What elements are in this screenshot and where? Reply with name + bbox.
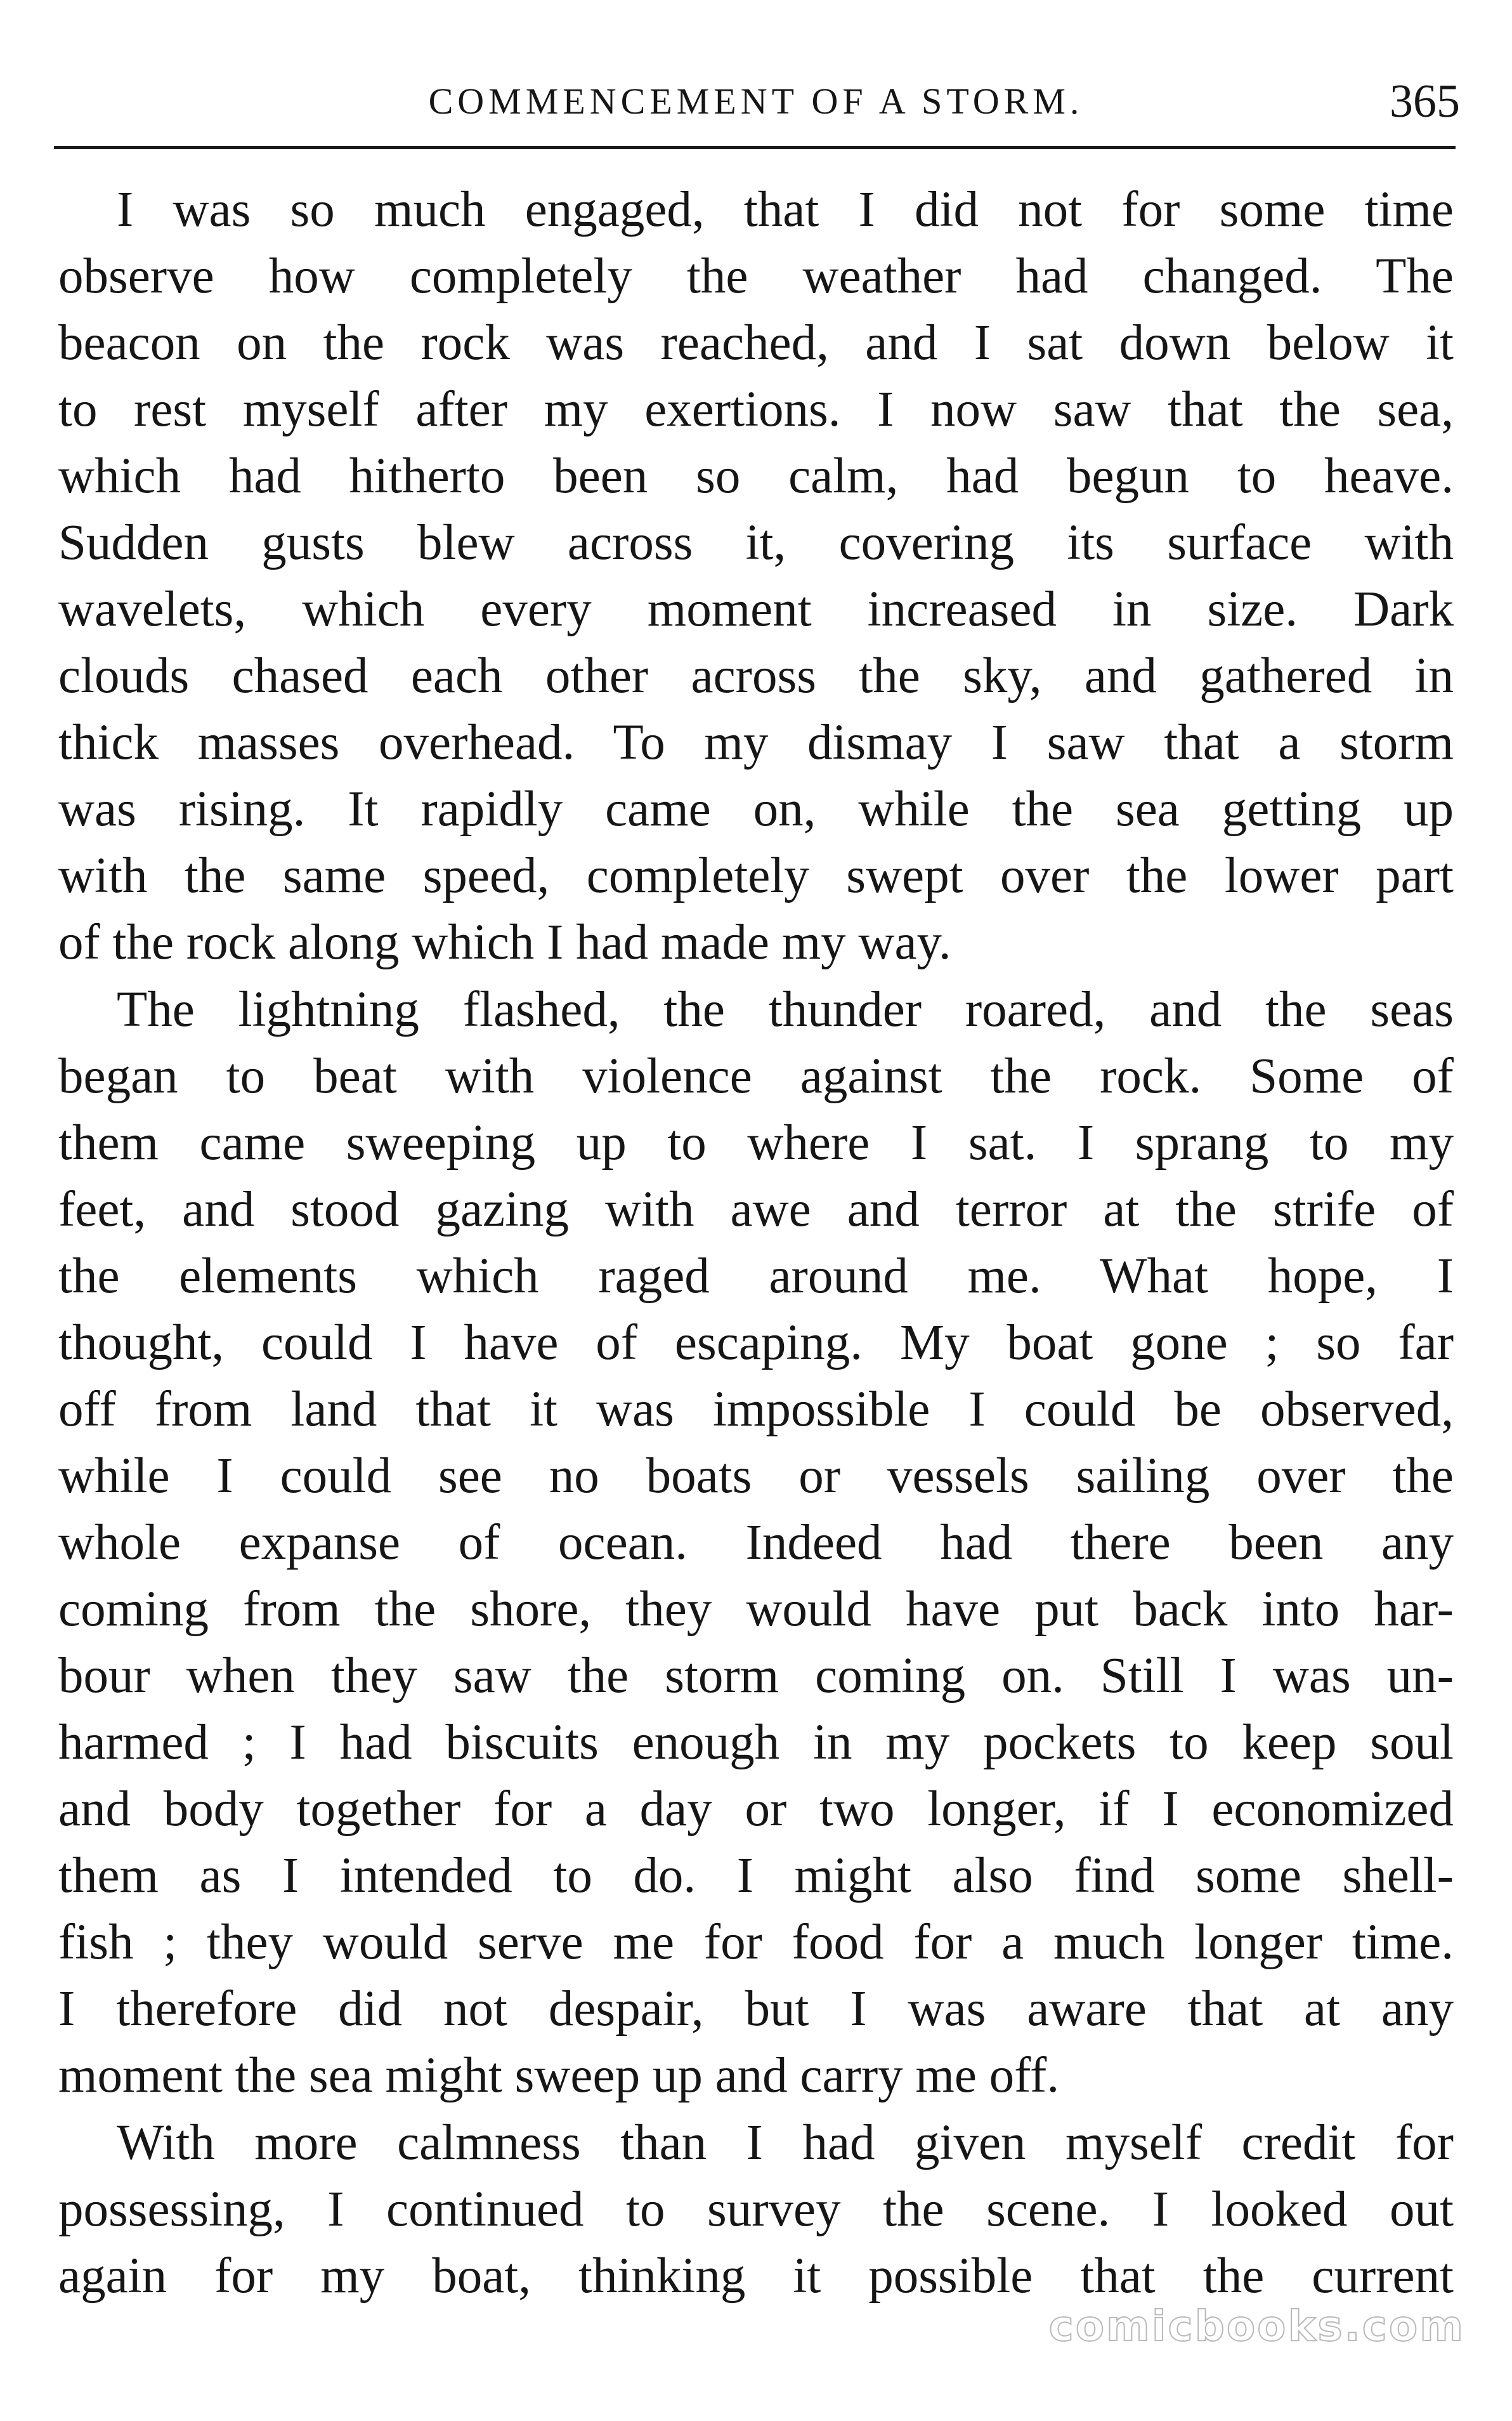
text-line: thick masses overhead. To my dismay I saw that a storm [58, 715, 1454, 770]
text-line: clouds chased each other across the sky, and gathered in [58, 648, 1454, 704]
running-title: COMMENCEMENT OF A STORM. [428, 81, 1084, 122]
page-number: 365 [1390, 75, 1460, 128]
text-line: moment the sea might sweep up and carry me off. [58, 2048, 1060, 2103]
text-line: off from land that it was impossible I could be observed, [58, 1382, 1454, 1437]
text-line: bour when they saw the storm coming on. Still I was un- [58, 1648, 1454, 1703]
text-line: to rest myself after my exertions. I now saw that the sea, [58, 382, 1454, 437]
text-line: with the same speed, completely swept over the lower part [58, 848, 1454, 903]
text-line: was rising. It rapidly came on, while the sea getting up [58, 782, 1454, 837]
watermark: comicbooks.com [1048, 2302, 1465, 2351]
body-text [58, 176, 1454, 2309]
header-rule [54, 146, 1456, 149]
text-line: began to beat with violence against the rock. Some of [58, 1049, 1454, 1104]
text-line: feet, and stood gazing with awe and terror at the strife of [58, 1182, 1454, 1237]
text-line: them as I intended to do. I might also find some shell- [58, 1848, 1454, 1903]
text-line: fish ; they would serve me for food for a much longer time. [58, 1915, 1454, 1970]
paragraph-1 [58, 176, 1454, 976]
text-line: I was so much engaged, that I did not for some time [117, 182, 1454, 237]
text-line: harmed ; I had biscuits enough in my pockets to keep soul [58, 1715, 1454, 1770]
text-line: again for my boat, thinking it possible that the current [58, 2248, 1454, 2304]
text-line: thought, could I have of escaping. My boat gone ; so far [58, 1315, 1454, 1370]
paragraph-3 [58, 2109, 1454, 2309]
text-line: of the rock along which I had made my way. [58, 915, 951, 970]
text-line: The lightning flashed, the thunder roared, and the seas [117, 982, 1454, 1037]
text-line: observe how completely the weather had changed. The [58, 249, 1454, 304]
text-line: whole expanse of ocean. Indeed had there been any [58, 1515, 1454, 1570]
text-line: while I could see no boats or vessels sailing over the [58, 1448, 1454, 1504]
text-line: wavelets, which every moment increased in size. Dark [58, 582, 1454, 637]
text-line: and body together for a day or two longer, if I economized [58, 1781, 1454, 1837]
text-line: which had hitherto been so calm, had begun to heave. [58, 449, 1454, 504]
text-line: beacon on the rock was reached, and I sat down below it [58, 315, 1454, 371]
paragraph-2 [58, 976, 1454, 2109]
running-head [0, 63, 1512, 140]
text-line: I therefore did not despair, but I was aware that at any [58, 1981, 1454, 2037]
text-line: With more calmness than I had given myself credit for [117, 2115, 1454, 2170]
text-line: Sudden gusts blew across it, covering its surface with [58, 515, 1454, 570]
text-line: coming from the shore, they would have put back into har- [58, 1582, 1454, 1637]
text-line: possessing, I continued to survey the scene. I looked out [58, 2182, 1454, 2237]
text-line: the elements which raged around me. What hope, I [58, 1249, 1454, 1304]
text-line: them came sweeping up to where I sat. I sprang to my [58, 1115, 1454, 1171]
